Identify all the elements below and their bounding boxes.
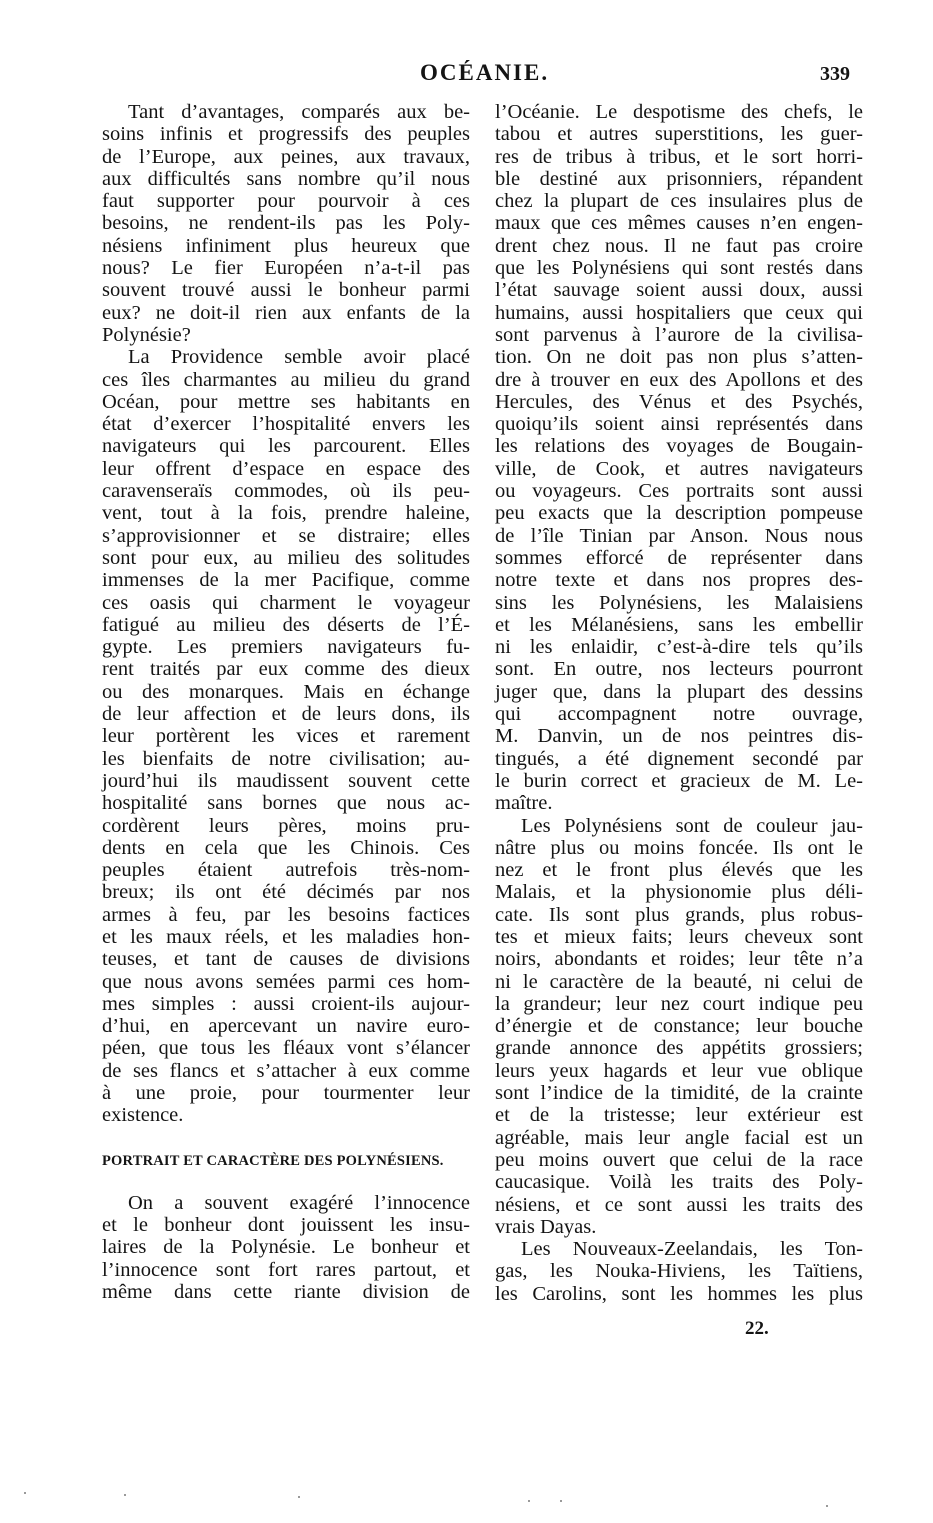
text-line: gypte. Les premiers navigateurs fu- xyxy=(102,636,470,659)
text-line: de leur affection et de leurs dons, ils xyxy=(102,703,470,726)
text-line: quoiqu’ils soient ainsi représentés dans xyxy=(495,413,863,436)
text-line: et les Mélanésiens, sans les embellir xyxy=(495,613,863,636)
text-line: vrais Dayas. xyxy=(495,1215,597,1238)
text-line: nez et le front plus élevés que les xyxy=(495,859,863,882)
text-line: Les Nouveaux-Zeelandais, les Ton- xyxy=(521,1238,863,1261)
text-line: grande annonce des appétits grossiers; xyxy=(495,1037,863,1060)
text-line: notre texte et dans nos propres des- xyxy=(495,569,863,592)
text-line: Polynésie? xyxy=(102,323,191,346)
text-line: Les Polynésiens sont de couleur jau- xyxy=(521,814,863,837)
text-line: dents en cela que les Chinois. Ces xyxy=(102,836,470,859)
text-line: caravenseraïs commodes, où ils peu- xyxy=(102,480,470,503)
text-line: existence. xyxy=(102,1104,184,1127)
text-line: nésiens, et ce sont aussi les traits des xyxy=(495,1193,863,1216)
text-line: nésiens infiniment plus heureux que xyxy=(102,234,470,257)
text-line: dre à trouver en eux des Apollons et des xyxy=(495,368,863,391)
text-line: même dans cette riante division de xyxy=(102,1280,470,1303)
text-line: de l’Europe, aux peines, aux travaux, xyxy=(102,145,470,168)
text-line: sont pour eux, au milieu des solitudes xyxy=(102,546,470,569)
text-line: sont l’indice de la timidité, de la crainte xyxy=(495,1082,863,1105)
text-line: ces oasis qui charment le voyageur xyxy=(102,591,470,614)
paragraph xyxy=(102,1192,470,1303)
text-line: M. Danvin, un de nos peintres dis- xyxy=(495,725,863,748)
text-line: breux; ils ont été décimés par nos xyxy=(102,881,470,904)
text-line: navigateurs qui les parcourent. Elles xyxy=(102,435,470,458)
paragraph xyxy=(495,815,863,1239)
text-line: Océan, pour mettre ses habitants en xyxy=(102,390,470,413)
text-line: La Providence semble avoir placé xyxy=(128,346,470,369)
text-line: les relations des voyages de Bougain- xyxy=(495,435,863,458)
text-line: les bienfaits de notre civilisation; au- xyxy=(102,747,470,770)
page-number: 339 xyxy=(820,63,850,85)
text-line: nous? Le fier Européen n’a-t-il pas xyxy=(102,257,470,280)
text-line: leur portèrent les vices et rarement xyxy=(102,725,470,748)
scan-speck xyxy=(560,1500,562,1502)
text-line: de l’île Tinian par Anson. Nous nous xyxy=(495,524,863,547)
text-line: Tant d’avantages, comparés aux be- xyxy=(128,101,470,123)
text-line: peuples étaient autrefois très-nom- xyxy=(102,859,470,882)
text-line: chez la plupart de ces insulaires plus de xyxy=(495,190,863,213)
scan-speck xyxy=(124,1494,126,1496)
text-line: l’Océanie. Le despotisme des chefs, le xyxy=(495,101,863,123)
text-line: et les maux réels, et les maladies hon- xyxy=(102,925,470,948)
text-line: caucasique. Voilà les traits des Poly- xyxy=(495,1171,863,1194)
signature-mark: 22. xyxy=(745,1318,769,1339)
text-line: que les Polynésiens qui sont restés dans xyxy=(495,257,863,280)
text-line: noirs, abondants et roides; leur tête n’a xyxy=(495,948,863,971)
text-line: et de la tristesse; leur extérieur est xyxy=(495,1104,863,1127)
text-line: ni le caractère de la beauté, ni celui de xyxy=(495,970,863,993)
text-line: ou voyageurs. Ces portraits sont aussi xyxy=(495,480,863,503)
text-line: tes et mieux faits; leurs cheveux sont xyxy=(495,925,863,948)
text-line: ville, de Cook, et autres navigateurs xyxy=(495,457,863,480)
text-line: vent, tout à la fois, prendre haleine, xyxy=(102,502,470,525)
text-line: ou des monarques. Mais en échange xyxy=(102,680,470,703)
section-heading: PORTRAIT ET CARACTÈRE DES POLYNÉSIENS. xyxy=(102,1152,444,1169)
text-line: et le bonheur dont jouissent les insu- xyxy=(102,1213,470,1236)
paragraph xyxy=(495,1238,863,1305)
text-line: les Carolins, sont les hommes les plus xyxy=(495,1282,863,1305)
text-line: ni les enlaidir, c’est-à-dire tels qu’ils xyxy=(495,636,863,659)
text-line: l’innocence sont fort rares partout, et xyxy=(102,1258,470,1281)
text-line: teuses, et tant de causes de divisions xyxy=(102,948,470,971)
text-line: peu moins ouvert que celui de la race xyxy=(495,1148,863,1171)
text-line: humains, aussi hospitaliers que ceux qui xyxy=(495,301,863,324)
text-line: rent traités par eux comme des dieux xyxy=(102,658,470,681)
right-column xyxy=(495,101,863,1305)
scan-speck xyxy=(24,1492,26,1494)
text-line: peu exacts que la description pompeuse xyxy=(495,502,863,525)
page-header xyxy=(0,60,933,92)
text-line: souvent trouvé aussi le bonheur parmi xyxy=(102,279,470,302)
text-line: armes à feu, par les besoins factices xyxy=(102,903,470,926)
text-line: On a souvent exagéré l’innocence xyxy=(128,1191,470,1214)
text-line: sont parvenus à l’aurore de la civilisa- xyxy=(495,323,863,346)
scan-speck xyxy=(826,1505,828,1507)
text-line: de ses flancs et s’attacher à eux comme xyxy=(102,1059,470,1082)
text-line: maître. xyxy=(495,792,553,815)
text-line: agréable, mais leur angle facial est un xyxy=(495,1126,863,1149)
text-line: eux? ne doit-il rien aux enfants de la xyxy=(102,301,470,324)
text-line: besoins, ne rendent-ils pas les Poly- xyxy=(102,212,470,235)
text-line: leurs yeux hagards et leur vue oblique xyxy=(495,1059,863,1082)
text-line: leur offrent d’espace en espace des xyxy=(102,457,470,480)
text-line: état d’exercer l’hospitalité envers les xyxy=(102,413,470,436)
paragraph xyxy=(495,101,863,815)
text-line: gas, les Nouka-Hiviens, les Taïtiens, xyxy=(495,1260,863,1283)
text-line: à une proie, pour tourmenter leur xyxy=(102,1082,470,1105)
scan-speck xyxy=(298,1496,300,1498)
text-line: res de tribus à tribus, et le sort horri- xyxy=(495,145,863,168)
left-column xyxy=(102,101,470,1303)
text-line: cate. Ils sont plus grands, plus robus- xyxy=(495,903,863,926)
text-line: soins infinis et progressifs des peuples xyxy=(102,123,470,146)
text-line: que nous avons semées parmi ces hom- xyxy=(102,970,470,993)
text-line: aux difficultés sans nombre qu’il nous xyxy=(102,167,470,190)
text-line: faut supporter pour pourvoir à ces xyxy=(102,190,470,213)
text-line: drent chez nous. Il ne faut pas croire xyxy=(495,234,863,257)
text-line: ces îles charmantes au milieu du grand xyxy=(102,368,470,391)
text-line: tion. On ne doit pas non plus s’atten- xyxy=(495,346,863,369)
paragraph xyxy=(102,346,470,1126)
text-line: jourd’hui ils maudissent souvent cette xyxy=(102,769,470,792)
text-line: cordèrent leurs pères, moins pru- xyxy=(102,814,470,837)
running-title: OCÉANIE. xyxy=(420,60,550,85)
text-line: péen, que tous les fléaux vont s’élancer xyxy=(102,1037,470,1060)
text-line: mes simples : aussi croient-ils aujour- xyxy=(102,992,470,1015)
text-line: d’hui, en apercevant un navire euro- xyxy=(102,1015,470,1038)
text-line: hospitalité sans bornes que nous ac- xyxy=(102,792,470,815)
text-line: sommes efforcé de représenter dans xyxy=(495,546,863,569)
text-line: juger que, dans la plupart des dessins xyxy=(495,680,863,703)
text-line: fatigué au milieu des déserts de l’É- xyxy=(102,613,470,636)
text-line: ble destiné aux prisonniers, répandent xyxy=(495,167,863,190)
text-line: tingués, a été dignement secondé par xyxy=(495,747,863,770)
text-line: immenses de la mer Pacifique, comme xyxy=(102,569,470,592)
text-line: Malais, et la physionomie plus déli- xyxy=(495,881,863,904)
text-line: Hercules, des Vénus et des Psychés, xyxy=(495,390,863,413)
text-line: sins les Polynésiens, les Malaisiens xyxy=(495,591,863,614)
scan-speck xyxy=(528,1500,530,1502)
text-line: laires de la Polynésie. Le bonheur et xyxy=(102,1236,470,1259)
text-line: le burin correct et gracieux de M. Le- xyxy=(495,769,863,792)
text-line: d’énergie et de constance; leur bouche xyxy=(495,1015,863,1038)
text-line: sont. En outre, nos lecteurs pourront xyxy=(495,658,863,681)
text-line: qui accompagnent notre ouvrage, xyxy=(495,703,863,726)
text-line: nâtre plus ou moins foncée. Ils ont le xyxy=(495,836,863,859)
text-line: maux que ces mêmes causes n’en engen- xyxy=(495,212,863,235)
text-line: la grandeur; leur nez court indique peu xyxy=(495,992,863,1015)
text-line: l’état sauvage soient aussi doux, aussi xyxy=(495,279,863,302)
text-line: s’approvisionner et se distraire; elles xyxy=(102,524,470,547)
paragraph xyxy=(102,101,470,346)
text-line: tabou et autres superstitions, les guer- xyxy=(495,123,863,146)
